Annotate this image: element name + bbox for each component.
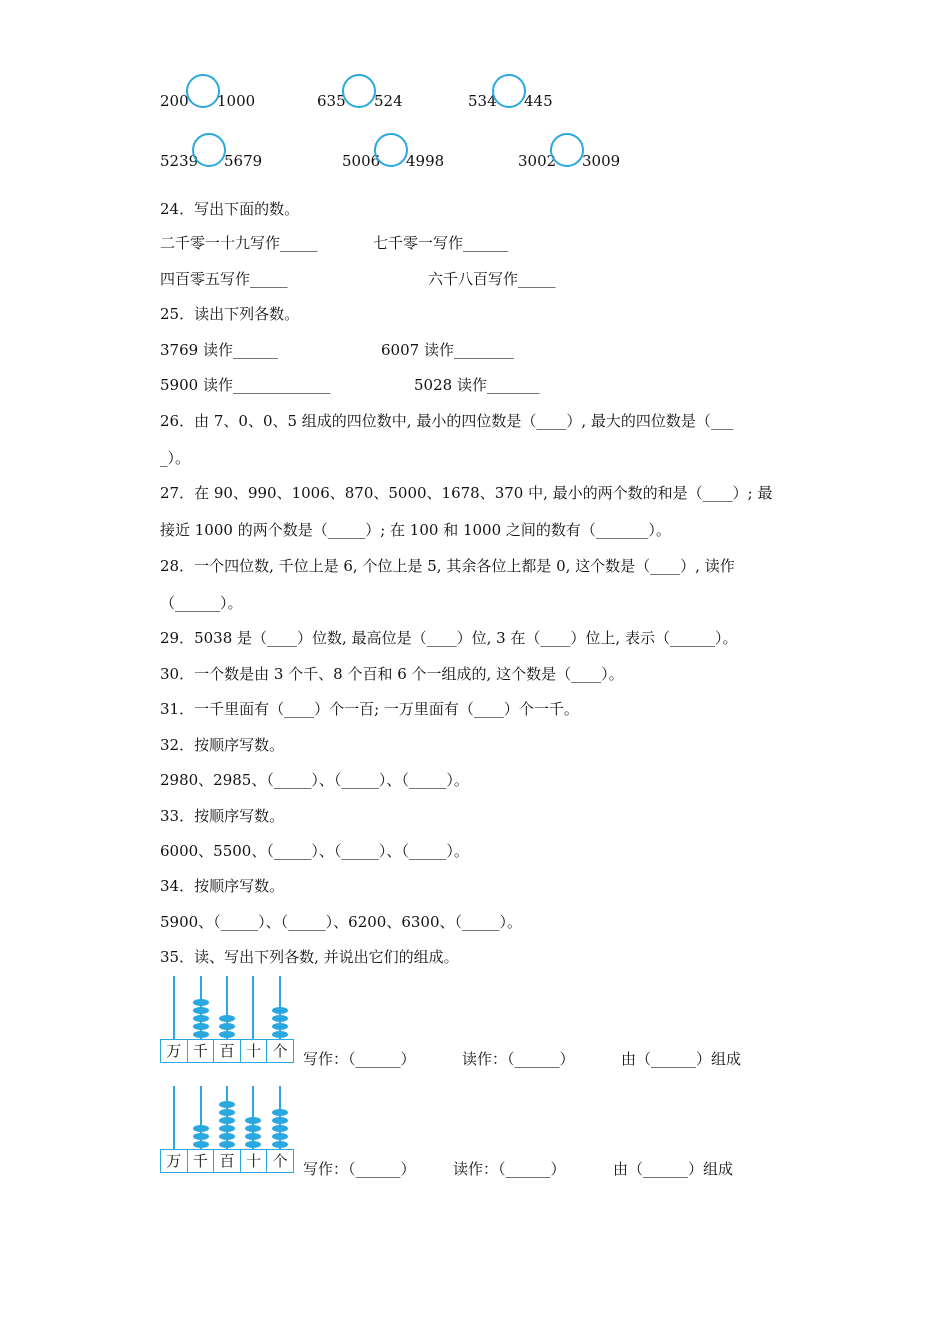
compare-circle[interactable] — [550, 133, 584, 167]
place-label-bai: 百 — [214, 1040, 241, 1062]
place-label-shi: 十 — [241, 1040, 268, 1062]
compare-right: 1000 — [217, 92, 256, 110]
abacus-bead — [272, 1023, 288, 1030]
abacus-bead — [245, 1141, 261, 1148]
abacus-bead — [193, 1023, 209, 1030]
abacus-rod-wan — [173, 976, 175, 1039]
compare-circle[interactable] — [374, 133, 408, 167]
abacus-bead — [219, 1133, 235, 1140]
abacus-bead — [219, 1125, 235, 1132]
abacus-bead — [193, 999, 209, 1006]
compare-right: 5679 — [224, 152, 263, 170]
abacus1-write: 写作：（______） — [303, 1050, 416, 1068]
abacus2-compose: 由（______）组成 — [613, 1160, 734, 1178]
abacus-rod-wan — [173, 1086, 175, 1149]
place-label-shi: 十 — [241, 1150, 268, 1172]
compare-right: 3009 — [582, 152, 621, 170]
place-label-ge: 个 — [272, 1152, 288, 1170]
abacus-bead — [193, 1015, 209, 1022]
q35-title: 35．读、写出下列各数, 并说出它们的组成。 — [160, 948, 459, 966]
abacus-bead — [272, 1125, 288, 1132]
q34-sequence: 5900、（_____）、（_____）、6200、6300、（_____）。 — [160, 913, 523, 931]
compare-right: 445 — [524, 92, 553, 110]
q33-title: 33．按顺序写数。 — [160, 807, 285, 825]
abacus1-read: 读作：（______） — [462, 1050, 575, 1068]
abacus-bead — [219, 1141, 235, 1148]
abacus-bead — [272, 1007, 288, 1014]
abacus2-write: 写作：（______） — [303, 1160, 416, 1178]
compare-left: 200 — [160, 92, 189, 110]
q28-line1: 28．一个四位数, 千位上是 6, 个位上是 5, 其余各位上都是 0, 这个数是（____）, 读作 — [160, 557, 735, 575]
q28-line2: （______）。 — [160, 594, 243, 612]
compare-left: 534 — [468, 92, 497, 110]
compare-left: 635 — [317, 92, 346, 110]
compare-circle[interactable] — [192, 133, 226, 167]
abacus-bead — [272, 1133, 288, 1140]
place-label-qian: 千 — [188, 1150, 215, 1172]
place-label-wan: 万 — [161, 1150, 188, 1172]
abacus-rod-shi — [252, 976, 254, 1039]
place-label-qian: 千 — [188, 1040, 215, 1062]
abacus-place-labels — [160, 1039, 294, 1063]
abacus-bead — [245, 1117, 261, 1124]
abacus-place-labels — [160, 1149, 294, 1173]
abacus-bead — [219, 1109, 235, 1116]
compare-right: 4998 — [406, 152, 445, 170]
q26-line1: 26．由 7、0、0、5 组成的四位数中, 最小的四位数是（____）, 最大的四位数是（___ — [160, 412, 734, 430]
abacus-bead — [272, 1015, 288, 1022]
abacus-bead — [193, 1133, 209, 1140]
q24-item: 六千八百写作_____ — [428, 270, 556, 288]
abacus-bead — [245, 1125, 261, 1132]
compare-left: 3002 — [518, 152, 557, 170]
q27-line1: 27．在 90、990、1006、870、5000、1678、370 中, 最小的两个数的和是（____）; 最 — [160, 484, 773, 502]
q30: 30．一个数是由 3 个千、8 个百和 6 个一组成的, 这个数是（____）。 — [160, 665, 624, 683]
place-label-ge: 个 — [272, 1042, 288, 1060]
q31: 31．一千里面有（____）个一百; 一万里面有（____）个一千。 — [160, 700, 579, 718]
q29: 29．5038 是（____）位数, 最高位是（____）位, 3 在（____）位上, 表示（______）。 — [160, 629, 738, 647]
q24-title: 24．写出下面的数。 — [160, 200, 300, 218]
abacus-bead — [193, 1031, 209, 1038]
abacus-bead — [193, 1141, 209, 1148]
q25-item: 5028 读作_______ — [414, 376, 540, 394]
abacus-bead — [272, 1117, 288, 1124]
q24-item: 四百零五写作_____ — [160, 270, 288, 288]
abacus-bead — [272, 1031, 288, 1038]
q32-title: 32．按顺序写数。 — [160, 736, 285, 754]
q26-line2: _）。 — [160, 449, 191, 467]
q27-line2: 接近 1000 的两个数是（_____）; 在 100 和 1000 之间的数有（_______）。 — [160, 521, 671, 539]
abacus-bead — [219, 1031, 235, 1038]
abacus-bead — [219, 1015, 235, 1022]
abacus-2 — [160, 1086, 294, 1172]
q32-sequence: 2980、2985、（_____）、（_____）、（_____）。 — [160, 771, 469, 789]
abacus-bead — [219, 1117, 235, 1124]
abacus-bead — [245, 1133, 261, 1140]
abacus-bead — [272, 1141, 288, 1148]
place-label-wan: 万 — [161, 1040, 188, 1062]
abacus2-read: 读作：（______） — [453, 1160, 566, 1178]
q25-item: 6007 读作________ — [381, 341, 514, 359]
compare-right: 524 — [374, 92, 403, 110]
abacus-bead — [219, 1023, 235, 1030]
q24-item: 七千零一写作______ — [373, 234, 509, 252]
q34-title: 34．按顺序写数。 — [160, 877, 285, 895]
q25-title: 25．读出下列各数。 — [160, 305, 300, 323]
q24-item: 二千零一十九写作_____ — [160, 234, 318, 252]
place-label-bai: 百 — [214, 1150, 241, 1172]
abacus-bead — [193, 1007, 209, 1014]
q33-sequence: 6000、5500、（_____）、（_____）、（_____）。 — [160, 842, 469, 860]
abacus-bead — [193, 1125, 209, 1132]
abacus-bead — [272, 1109, 288, 1116]
abacus-1 — [160, 976, 294, 1062]
compare-circle[interactable] — [342, 74, 376, 108]
q25-item: 3769 读作______ — [160, 341, 278, 359]
compare-circle[interactable] — [186, 74, 220, 108]
compare-circle[interactable] — [492, 74, 526, 108]
abacus1-compose: 由（______）组成 — [621, 1050, 742, 1068]
compare-left: 5006 — [342, 152, 381, 170]
compare-left: 5239 — [160, 152, 199, 170]
abacus-bead — [219, 1101, 235, 1108]
q25-item: 5900 读作_____________ — [160, 376, 331, 394]
